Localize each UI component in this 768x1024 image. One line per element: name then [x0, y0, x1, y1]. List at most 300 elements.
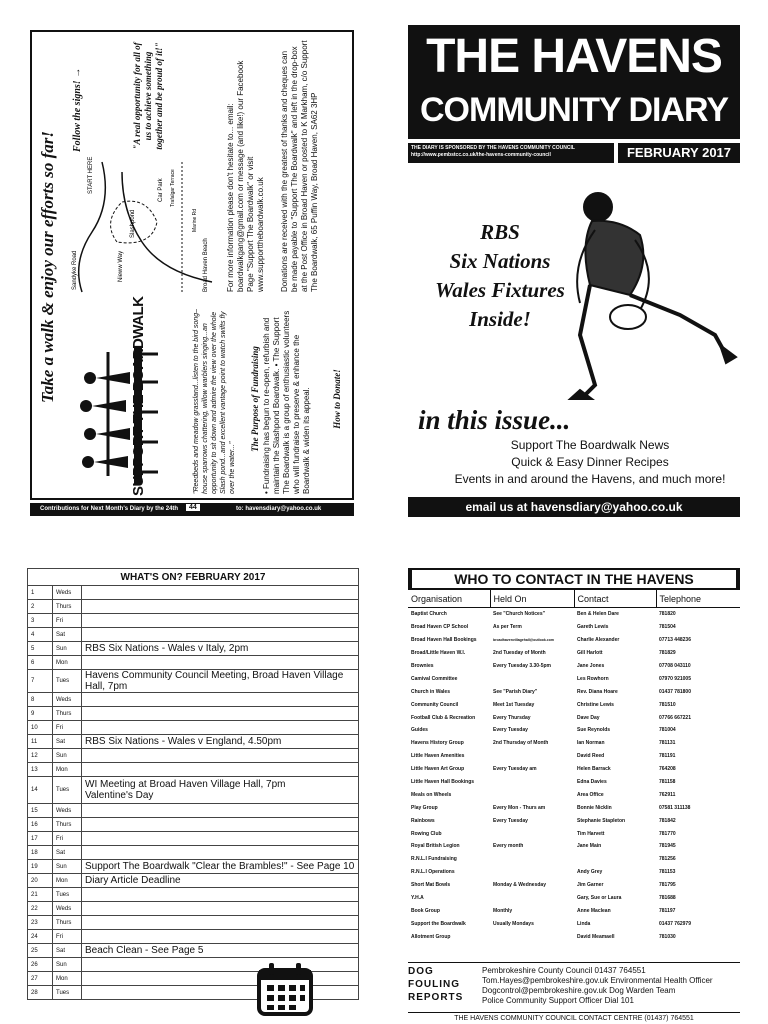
- contact-name: Gary, Sue or Laura: [577, 895, 622, 902]
- day-number: 4: [28, 628, 53, 642]
- calendar-row: [28, 818, 359, 832]
- arrow-right-icon: →: [72, 67, 83, 78]
- donate-text: Donations are received with the greatest of thanks and cheques can be made payable to "Support The Boardwalk" and left in the drop-box at the Post Office in Broad Haven or posted to K Markham, c/o Support The Boardwalk, 65 Puffin Way, Broad Haven, SA62 3HP: [280, 40, 319, 292]
- calendar-row: [28, 874, 359, 888]
- calendar-row: [28, 670, 359, 693]
- contact-name: Jim Garner: [577, 882, 604, 889]
- event-text: RBS Six Nations - Wales v England, 4.50pm: [82, 735, 359, 749]
- issue-item: Quick & Easy Dinner Recipes: [511, 455, 669, 469]
- day-number: 2: [28, 600, 53, 614]
- dog-label-line: DOG: [408, 966, 434, 977]
- weekday: Fri: [53, 614, 82, 628]
- contact-centre: THE HAVENS COMMUNITY COUNCIL CONTACT CENTRE (01437) 764551: [408, 1012, 740, 1022]
- weekday: Mon: [53, 972, 82, 986]
- contact-row: [408, 776, 740, 789]
- day-number: 15: [28, 804, 53, 818]
- day-number: 12: [28, 749, 53, 763]
- divider: [408, 962, 740, 963]
- held-on: Every Tuesday 3.30-5pm: [493, 663, 551, 669]
- weekday: Mon: [53, 763, 82, 777]
- contact-row: [408, 827, 740, 840]
- contact-name: Sue Reynolds: [577, 727, 611, 734]
- contact-row: [408, 711, 740, 724]
- held-on: Meet 1st Tuesday: [493, 701, 535, 708]
- contributions-text: Contributions for Next Month's Diary by the 24th: [40, 506, 179, 512]
- contact-name: Les Rowhorn: [577, 675, 609, 682]
- contact-name: Linda: [577, 920, 591, 927]
- rbs-line-1: RBS: [480, 220, 520, 244]
- sponsor-bar: [408, 143, 614, 163]
- masthead-subtitle: COMMUNITY DIARY: [420, 91, 728, 129]
- weekday: Tues: [53, 777, 82, 804]
- telephone: 01437 781800: [659, 688, 691, 695]
- organisation: Brownies: [411, 663, 434, 669]
- contact-row: [408, 621, 740, 634]
- weekday: Weds: [53, 586, 82, 600]
- event-text: Havens Community Council Meeting, Broad Haven Village Hall, 7pm: [82, 670, 359, 693]
- contributions-email: to: havensdiary@yahoo.co.uk: [236, 506, 322, 512]
- contact-name: Ian Norman: [577, 740, 605, 747]
- whats-on-title: WHAT'S ON? FEBRUARY 2017: [28, 569, 359, 586]
- calendar-row: [28, 721, 359, 735]
- event-text: [82, 600, 359, 614]
- contact-row: [408, 892, 740, 905]
- contact-row: [408, 866, 740, 879]
- donate-heading: How to Donate!: [332, 369, 342, 429]
- telephone: 781829: [659, 650, 676, 657]
- contact-name: Charlie Alexander: [577, 637, 620, 644]
- weekday: Weds: [53, 693, 82, 707]
- held-on: 2nd Tuesday of Month: [493, 650, 546, 657]
- organisation: Royal British Legion: [411, 843, 460, 850]
- event-text: [82, 902, 359, 916]
- held-on: Every Tuesday: [493, 817, 528, 824]
- event-text: Beach Clean - See Page 5: [82, 944, 359, 958]
- telephone: 07713 448236: [659, 637, 691, 644]
- organisation: Havens History Group: [411, 740, 464, 747]
- weekday: Fri: [53, 832, 82, 846]
- held-on: broadhavenvillagehall@outlook.com: [493, 638, 554, 643]
- contact-row: [408, 647, 740, 660]
- contact-row: [408, 879, 740, 892]
- held-on: Every Thursday: [493, 714, 531, 721]
- contact-row: [408, 840, 740, 853]
- day-number: 18: [28, 846, 53, 860]
- event-text: [82, 846, 359, 860]
- calendar-row: [28, 930, 359, 944]
- calendar-row: [28, 749, 359, 763]
- issue-item: Events in and around the Havens, and much more!: [454, 472, 726, 486]
- event-text: Support The Boardwalk "Clear the Brambles!" - See Page 10: [82, 860, 359, 874]
- sponsor-text: THE DIARY IS SPONSORED BY THE HAVENS COMMUNITY COUNCIL: [411, 145, 575, 151]
- weekday: Thurs: [53, 818, 82, 832]
- contact-name: Edna Davies: [577, 779, 607, 786]
- map-label-start: START HERE: [88, 156, 94, 194]
- held-on: [490, 866, 574, 879]
- contact-name: Stephanie Stapleton: [577, 817, 626, 824]
- weekday: Thurs: [53, 600, 82, 614]
- organisation: Community Council: [411, 701, 459, 708]
- organisation: Little Haven Hall Bookings: [411, 779, 475, 786]
- telephone: 781770: [659, 830, 676, 837]
- held-on: Every month: [493, 843, 524, 850]
- event-text: [82, 986, 359, 1000]
- contact-row: [408, 930, 740, 943]
- telephone: 781158: [659, 779, 676, 786]
- contact-name: David Meamaell: [577, 933, 615, 940]
- col-header-contact: Contact: [574, 590, 656, 608]
- contact-name: David Reed: [577, 753, 605, 760]
- telephone: 781256: [659, 856, 676, 863]
- day-number: 1: [28, 586, 53, 600]
- contact-row: [408, 634, 740, 647]
- rbs-line-4: Inside!: [469, 307, 531, 331]
- weekday: Thurs: [53, 707, 82, 721]
- contact-row: [408, 672, 740, 685]
- day-number: 11: [28, 735, 53, 749]
- calendar-row: [28, 832, 359, 846]
- calendar-row: [28, 735, 359, 749]
- weekday: Sun: [53, 860, 82, 874]
- contact-name: [574, 853, 656, 866]
- contact-row: [408, 724, 740, 737]
- day-number: 26: [28, 958, 53, 972]
- col-header-telephone: Telephone: [656, 590, 740, 608]
- day-number: 3: [28, 614, 53, 628]
- organisation: Church in Wales: [411, 688, 450, 695]
- contact-row: [408, 801, 740, 814]
- organisation: R.N.L.I Operations: [411, 869, 455, 876]
- contact-name: Anne Maclean: [577, 907, 611, 914]
- in-this-issue-title: in this issue...: [418, 405, 571, 435]
- weekday: Mon: [53, 656, 82, 670]
- telephone: 01437 762979: [659, 920, 691, 927]
- organisation: Broad Haven Hall Bookings: [411, 637, 477, 644]
- organisation: Broad/Little Haven W.I.: [411, 650, 466, 657]
- boardwalk-map: [62, 152, 222, 302]
- day-number: 13: [28, 763, 53, 777]
- telephone: 781131: [659, 740, 676, 747]
- telephone: 781030: [659, 933, 676, 940]
- organisation: Broad Haven CP School: [411, 624, 469, 631]
- contact-row: [408, 853, 740, 866]
- contact-name: Dave Day: [577, 714, 600, 721]
- boardwalk-title: Take a walk & enjoy our efforts so far!: [38, 130, 57, 404]
- contact-name: Tim Harvett: [577, 830, 605, 837]
- day-number: 6: [28, 656, 53, 670]
- contact-row: [408, 763, 740, 776]
- dog-label-line: REPORTS: [408, 992, 464, 1003]
- purpose-heading: The Purpose of Fundraising: [250, 346, 260, 452]
- contact-name: Gareth Lewis: [577, 624, 609, 631]
- contact-row: [408, 737, 740, 750]
- weekday: Fri: [53, 721, 82, 735]
- weekday: Weds: [53, 902, 82, 916]
- calendar-row: [28, 693, 359, 707]
- calendar-row: [28, 600, 359, 614]
- issue-item: Support The Boardwalk News: [510, 438, 670, 452]
- day-number: 28: [28, 986, 53, 1000]
- contact-name: Jane Main: [577, 843, 602, 850]
- contact-row: [408, 698, 740, 711]
- contacts-table: [408, 590, 740, 943]
- day-number: 16: [28, 818, 53, 832]
- held-on: Every Mon - Thurs am: [493, 804, 546, 811]
- issue-month: FEBRUARY 2017: [618, 143, 740, 163]
- telephone: 07581 311138: [659, 804, 691, 811]
- telephone: 764208: [659, 766, 676, 773]
- held-on: [490, 776, 574, 789]
- organisation: Y.H.A: [411, 895, 424, 902]
- held-on: [490, 827, 574, 840]
- event-text: [82, 586, 359, 600]
- masthead-title: THE HAVENS: [426, 30, 722, 83]
- organisation: Rowing Club: [411, 830, 442, 837]
- contact-name: Area Office: [577, 791, 604, 798]
- held-on: [490, 892, 574, 905]
- organisation: Rainbows: [411, 817, 435, 824]
- day-number: 8: [28, 693, 53, 707]
- telephone: 781153: [659, 869, 676, 876]
- calendar-row: [28, 888, 359, 902]
- event-text: [82, 930, 359, 944]
- dog-fouling-contacts: [482, 966, 740, 1006]
- dog-label-line: FOULING: [408, 979, 460, 990]
- day-number: 20: [28, 874, 53, 888]
- event-text: [82, 763, 359, 777]
- weekday: Sat: [53, 944, 82, 958]
- day-number: 21: [28, 888, 53, 902]
- map-label-road: Sandyke Road: [72, 250, 78, 290]
- event-text: [82, 972, 359, 986]
- organisation: Little Haven Amenities: [411, 753, 465, 760]
- day-number: 14: [28, 777, 53, 804]
- rbs-line-3: Wales Fixtures: [435, 278, 565, 302]
- contact-name: Bonnie Nicklin: [577, 804, 612, 811]
- day-number: 17: [28, 832, 53, 846]
- dog-contact-line: Pembrokeshire County Council 01437 764551: [482, 966, 646, 975]
- dog-contact-line[interactable]: Tom.Hayes@pembrokeshire.gov.uk Environmental Health Officer: [482, 976, 713, 985]
- day-number: 19: [28, 860, 53, 874]
- organisation: Guides: [411, 727, 428, 734]
- organisation: Book Group: [411, 907, 440, 914]
- held-on: As per Term: [493, 624, 522, 631]
- organisation: Camival Committee: [411, 675, 458, 682]
- telephone: 07970 921005: [659, 675, 691, 682]
- contact-row: [408, 750, 740, 763]
- contact-row: [408, 904, 740, 917]
- contact-name: Gill Harlott: [577, 650, 603, 657]
- telephone: 781795: [659, 882, 676, 889]
- telephone: 781945: [659, 843, 676, 850]
- map-label-beach: Broad Haven Beach: [203, 238, 209, 292]
- event-text: [82, 832, 359, 846]
- weekday: Weds: [53, 804, 82, 818]
- held-on: [490, 672, 574, 685]
- col-header-held-on: Held On: [490, 590, 574, 608]
- organisation: Allotment Group: [411, 933, 451, 940]
- calendar-row: [28, 586, 359, 600]
- weekday: Fri: [53, 930, 82, 944]
- organisation: R.N.L.I Fundraising: [411, 856, 457, 863]
- contributions-bar: [30, 503, 354, 516]
- telephone: 781510: [659, 701, 676, 708]
- day-number: 22: [28, 902, 53, 916]
- map-label-marine: Marine Rd: [192, 208, 198, 232]
- organisation: Play Group: [411, 804, 438, 811]
- day-number: 9: [28, 707, 53, 721]
- masthead: [408, 25, 740, 139]
- calendar-row: [28, 777, 359, 804]
- held-on: Usually Mondays: [493, 920, 534, 927]
- sponsor-url[interactable]: http://www.pembstcc.co.uk/the-havens-community-council: [411, 152, 551, 158]
- boardwalk-logo-text: SUPPORT THE BOARDWALK: [130, 296, 147, 496]
- contact-name: Ben & Helen Dare: [577, 611, 619, 618]
- follow-signs: [72, 40, 83, 152]
- telephone: 781842: [659, 817, 676, 824]
- contact-row: [408, 788, 740, 801]
- email-bar[interactable]: email us at havensdiary@yahoo.co.uk: [408, 497, 740, 517]
- contact-name: Andy Grey: [577, 869, 603, 876]
- boardwalk-rotated-content: [32, 32, 354, 500]
- contact-row: [408, 917, 740, 930]
- weekday: Sat: [53, 735, 82, 749]
- calendar-row: [28, 707, 359, 721]
- col-header-organisation: Organisation: [408, 590, 490, 608]
- telephone: 781504: [659, 624, 676, 631]
- contact-name: Helen Barrack: [577, 766, 611, 773]
- calendar-row: [28, 804, 359, 818]
- dog-contact-line: Police Community Support Officer Dial 101: [482, 996, 634, 1005]
- map-label-way: Nieww Way: [118, 250, 124, 282]
- event-text: [82, 749, 359, 763]
- event-text: [82, 958, 359, 972]
- calendar-row: [28, 763, 359, 777]
- event-text: [82, 721, 359, 735]
- event-text: [82, 804, 359, 818]
- held-on: Monthly: [493, 907, 513, 914]
- map-label-terrace: Trafalgar Terrace: [170, 169, 176, 207]
- event-text: [82, 916, 359, 930]
- event-text: Diary Article Deadline: [82, 874, 359, 888]
- weekday: Sat: [53, 846, 82, 860]
- telephone: 781688: [659, 895, 676, 902]
- purpose-text: • Fundraising has begun to re-open, refurbish and maintain the Slashpond Boardwalk. • The Support The Boardwalk is a group of enthusiastic volunteers who will fundraise to preserve & enhance the Boardwalk & widen its appeal.: [262, 310, 311, 494]
- page-number: 44: [186, 504, 200, 511]
- day-number: 23: [28, 916, 53, 930]
- held-on: See "Parish Diary": [493, 688, 538, 695]
- event-text: [82, 614, 359, 628]
- event-text: [82, 888, 359, 902]
- held-on: Every Tuesday: [493, 727, 528, 734]
- boardwalk-logo: [68, 342, 188, 492]
- event-text: WI Meeting at Broad Haven Village Hall, 7pm Valentine's Day: [82, 777, 359, 804]
- event-text: [82, 656, 359, 670]
- telephone: 781197: [659, 907, 676, 914]
- telephone: 07708 043110: [659, 663, 691, 669]
- contact-row: [408, 608, 740, 621]
- calendar-row: [28, 614, 359, 628]
- map-label-carpark: Car Park: [158, 178, 164, 202]
- calendar-row: [28, 642, 359, 656]
- weekday: Sun: [53, 749, 82, 763]
- organisation: Little Haven Art Group: [411, 766, 465, 773]
- day-number: 5: [28, 642, 53, 656]
- telephone: 781191: [659, 753, 676, 760]
- calendar-row: [28, 902, 359, 916]
- held-on: 2nd Thursday of Month: [493, 740, 549, 747]
- weekday: Thurs: [53, 916, 82, 930]
- map-label-slashpond: Slashpond: [130, 209, 136, 238]
- organisation: Football Club & Recreation: [411, 714, 476, 721]
- weekday: Tues: [53, 986, 82, 1000]
- held-on: [490, 750, 574, 763]
- held-on: See "Church Notices": [493, 611, 545, 618]
- calendar-row: [28, 916, 359, 930]
- dog-contact-line[interactable]: Dogcontrol@pembrokeshire.gov.uk Dog Warden Team: [482, 986, 676, 995]
- telephone: 781820: [659, 611, 676, 618]
- calendar-row: [28, 944, 359, 958]
- weekday: Sat: [53, 628, 82, 642]
- contact-row: [408, 814, 740, 827]
- organisation: Support the Boardwalk: [411, 920, 466, 927]
- day-number: 7: [28, 670, 53, 693]
- who-to-contact-title: WHO TO CONTACT IN THE HAVENS: [412, 570, 736, 588]
- weekday: Sun: [53, 958, 82, 972]
- contact-name: Christine Lewis: [577, 701, 614, 708]
- organisation: Baptist Church: [411, 611, 447, 618]
- event-text: RBS Six Nations - Wales v Italy, 2pm: [82, 642, 359, 656]
- opportunity-quote: "A real opportunity for all of us to achieve something together and be proud of it!": [132, 42, 164, 150]
- telephone: 762911: [659, 791, 676, 798]
- event-text: [82, 628, 359, 642]
- event-text: [82, 707, 359, 721]
- event-text: [82, 693, 359, 707]
- boardwalk-quote: "Reedbeds and meadow grassland...listen to the bird song–house sparrows chattering, willow warblers singing...an opportunity to sit down and admire the view over the whole Slash pond...and excellent vantage point to watch swifts fly over the water...": [193, 309, 236, 494]
- boardwalk-panel: [30, 30, 354, 500]
- calendar-row: [28, 628, 359, 642]
- calendar-row: [28, 860, 359, 874]
- day-number: 10: [28, 721, 53, 735]
- contact-name: Rev. Diana Hoare: [577, 688, 618, 695]
- contact-row: [408, 685, 740, 698]
- held-on: Monday & Wednesday: [493, 882, 546, 889]
- organisation: Short Mat Bowls: [411, 882, 451, 889]
- day-number: 25: [28, 944, 53, 958]
- who-to-contact-header: [408, 568, 740, 590]
- rbs-promo: [400, 218, 600, 334]
- weekday: Mon: [53, 874, 82, 888]
- dog-fouling-label: [408, 965, 478, 1004]
- calendar-row: [28, 846, 359, 860]
- weekday: Tues: [53, 670, 82, 693]
- day-number: 24: [28, 930, 53, 944]
- contact-row: [408, 660, 740, 673]
- held-on: [490, 930, 574, 943]
- contact-name: Jane Jones: [577, 663, 605, 669]
- follow-text: Follow the signs!: [72, 80, 83, 152]
- in-this-issue-list: [440, 437, 740, 488]
- calendar-row: [28, 656, 359, 670]
- rbs-line-2: Six Nations: [449, 249, 551, 273]
- calendar-icon: [255, 960, 315, 1018]
- telephone: 781004: [659, 727, 676, 734]
- held-on: Every Tuesday am: [493, 766, 537, 773]
- held-on: [490, 788, 574, 801]
- whats-on-table: [27, 568, 359, 1000]
- telephone: 07766 667221: [659, 714, 691, 721]
- held-on: [490, 853, 574, 866]
